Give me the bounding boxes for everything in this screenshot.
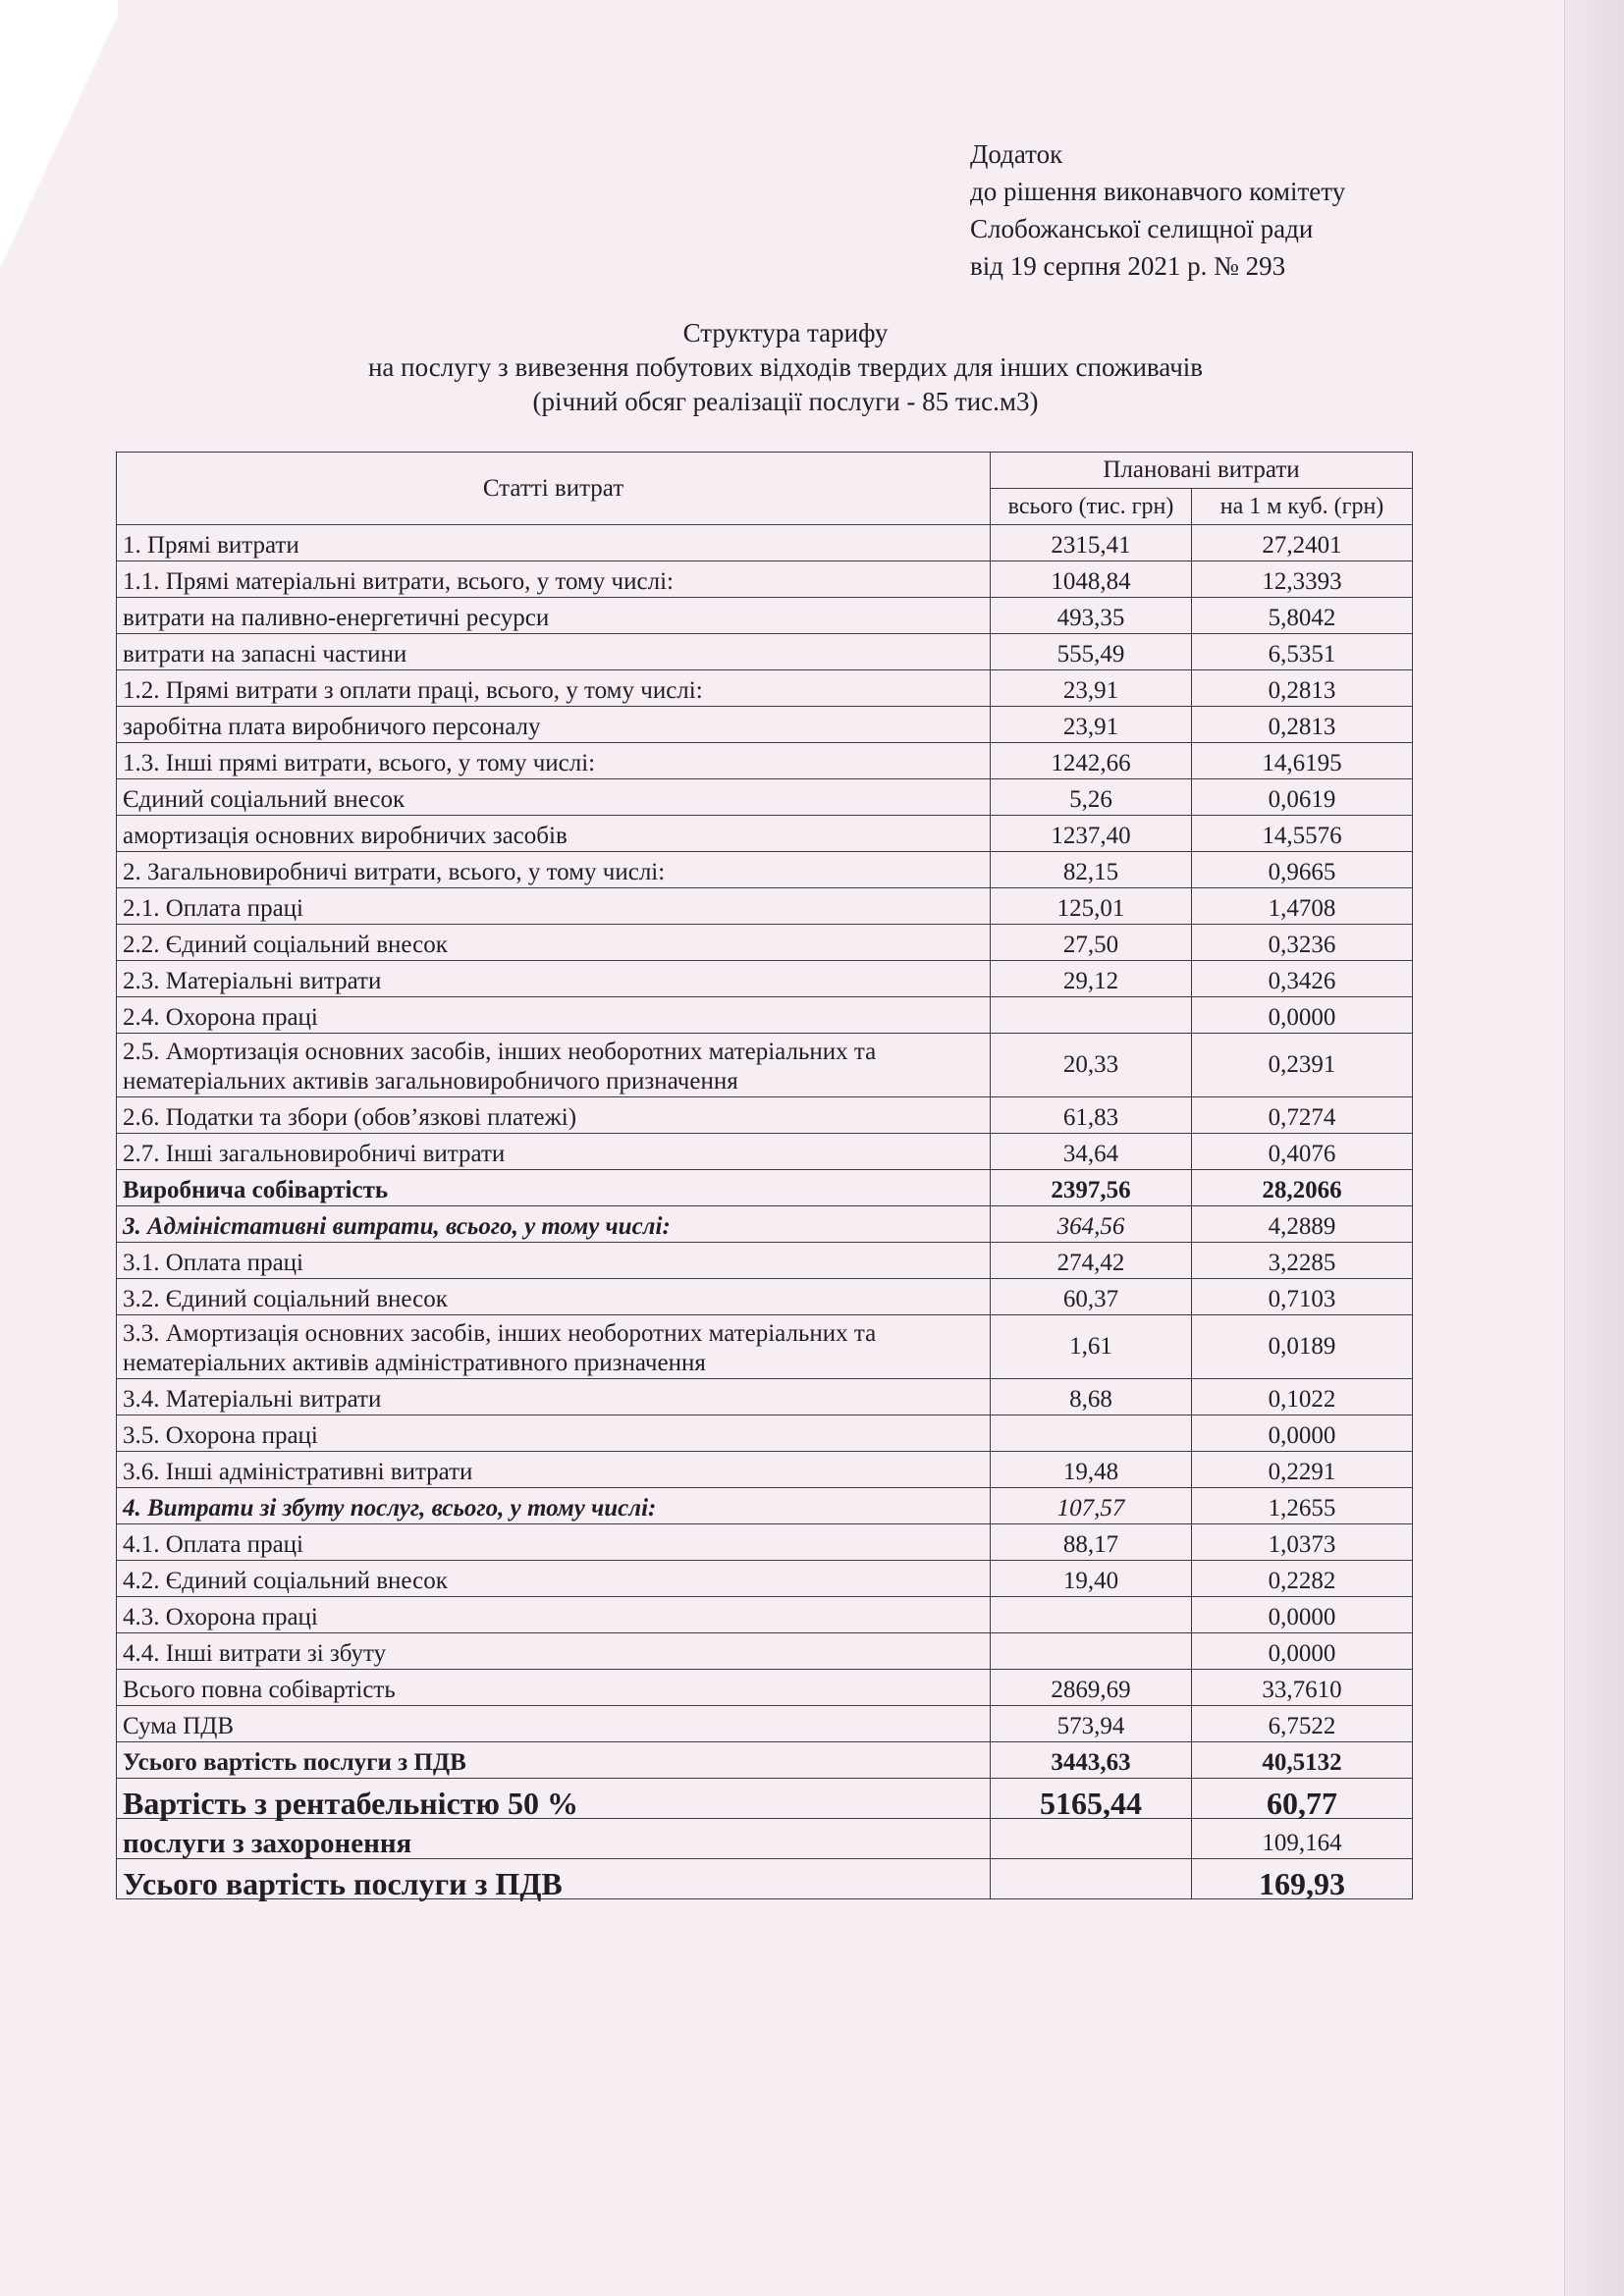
table-row	[117, 598, 1413, 634]
table-row	[117, 779, 1413, 816]
header-cost-items: Статті витрат	[117, 453, 991, 525]
scan-edge	[0, 0, 118, 324]
row-label: 2.2. Єдиний соціальний внесок	[117, 925, 991, 961]
document-title	[0, 316, 1571, 419]
table-row	[117, 707, 1413, 743]
table-row	[117, 1670, 1413, 1706]
row-per-m3: 0,0619	[1192, 779, 1413, 816]
row-per-m3: 0,0000	[1192, 1415, 1413, 1452]
row-label: амортизація основних виробничих засобів	[117, 816, 991, 852]
row-total: 88,17	[991, 1524, 1192, 1561]
row-total: 5,26	[991, 779, 1192, 816]
row-total: 555,49	[991, 634, 1192, 670]
row-per-m3: 1,2655	[1192, 1488, 1413, 1524]
table-row	[117, 997, 1413, 1034]
tariff-structure-table	[116, 452, 1413, 1899]
row-label: Вартість з рентабельністю 50 %	[117, 1779, 991, 1819]
row-total: 23,91	[991, 670, 1192, 707]
row-per-m3: 0,0000	[1192, 1597, 1413, 1633]
row-per-m3: 0,7274	[1192, 1097, 1413, 1134]
row-total: 23,91	[991, 707, 1192, 743]
table-row	[117, 1097, 1413, 1134]
row-per-m3: 0,2813	[1192, 670, 1413, 707]
row-total: 107,57	[991, 1488, 1192, 1524]
row-total: 274,42	[991, 1243, 1192, 1279]
row-per-m3: 0,9665	[1192, 852, 1413, 888]
row-total: 60,37	[991, 1279, 1192, 1315]
table-row	[117, 525, 1413, 561]
row-per-m3: 60,77	[1192, 1779, 1413, 1819]
row-total: 493,35	[991, 598, 1192, 634]
table-row	[117, 1134, 1413, 1170]
row-per-m3: 33,7610	[1192, 1670, 1413, 1706]
row-label-line: 3.3. Амортизація основних засобів, інших необоротних матеріальних та	[123, 1320, 877, 1347]
row-label-line: нематеріальних активів адміністративного призначення	[123, 1350, 706, 1376]
row-label: 2. Загальновиробничі витрати, всього, у тому числі:	[117, 852, 991, 888]
row-label: 4. Витрати зі збуту послуг, всього, у тому числі:	[117, 1488, 991, 1524]
row-per-m3: 0,2391	[1192, 1034, 1413, 1097]
row-label: 1.3. Інші прямі витрати, всього, у тому числі:	[117, 743, 991, 779]
table-row	[117, 852, 1413, 888]
table-row	[117, 816, 1413, 852]
row-total: 19,48	[991, 1452, 1192, 1488]
row-label: 1. Прямі витрати	[117, 525, 991, 561]
row-total	[991, 1859, 1192, 1899]
row-total: 8,68	[991, 1379, 1192, 1415]
row-label: 4.4. Інші витрати зі збуту	[117, 1633, 991, 1670]
row-label-line: 2.5. Амортизація основних засобів, інших необоротних матеріальних та	[123, 1039, 877, 1065]
row-label: витрати на паливно-енергетичні ресурси	[117, 598, 991, 634]
table-row	[117, 1524, 1413, 1561]
row-total: 1237,40	[991, 816, 1192, 852]
row-total: 2397,56	[991, 1170, 1192, 1206]
row-per-m3: 6,5351	[1192, 634, 1413, 670]
table-row	[117, 1315, 1413, 1379]
row-label	[117, 1315, 991, 1379]
row-per-m3: 0,0189	[1192, 1315, 1413, 1379]
table-row	[117, 1597, 1413, 1633]
row-total	[991, 997, 1192, 1034]
row-label: 2.4. Охорона праці	[117, 997, 991, 1034]
table-row	[117, 1379, 1413, 1415]
row-total	[991, 1597, 1192, 1633]
title-line: на послугу з вивезення побутових відходів твердих для інших споживачів	[367, 352, 1204, 382]
row-label: 3.6. Інші адміністративні витрати	[117, 1452, 991, 1488]
title-line: (річний обсяг реалізації послуги - 85 тис.м3)	[532, 387, 1039, 416]
row-label: 2.6. Податки та збори (обов’язкові платежі)	[117, 1097, 991, 1134]
row-per-m3: 40,5132	[1192, 1742, 1413, 1779]
row-per-m3: 28,2066	[1192, 1170, 1413, 1206]
row-per-m3: 27,2401	[1192, 525, 1413, 561]
table-row	[117, 743, 1413, 779]
row-total: 125,01	[991, 888, 1192, 925]
row-label: 4.1. Оплата праці	[117, 1524, 991, 1561]
header-total: всього (тис. грн)	[991, 489, 1192, 525]
row-label: Усього вартість послуги з ПДВ	[117, 1742, 991, 1779]
row-label-line: нематеріальних активів загальновиробничого призначення	[123, 1068, 738, 1095]
table-row	[117, 1819, 1413, 1859]
row-total	[991, 1819, 1192, 1859]
row-per-m3: 0,2813	[1192, 707, 1413, 743]
row-total: 2869,69	[991, 1670, 1192, 1706]
row-label: Усього вартість послуги з ПДВ	[117, 1859, 991, 1899]
row-total: 29,12	[991, 961, 1192, 997]
row-per-m3: 1,0373	[1192, 1524, 1413, 1561]
row-total: 3443,63	[991, 1742, 1192, 1779]
row-per-m3: 169,93	[1192, 1859, 1413, 1899]
table-row	[117, 1633, 1413, 1670]
annex-line: до рішення виконавчого комітету	[970, 177, 1346, 206]
row-per-m3: 14,5576	[1192, 816, 1413, 852]
row-label: 4.2. Єдиний соціальний внесок	[117, 1561, 991, 1597]
title-line: Структура тарифу	[682, 318, 889, 347]
table-row	[117, 925, 1413, 961]
header-per-m3: на 1 м куб. (грн)	[1192, 489, 1413, 525]
row-label: 3.1. Оплата праці	[117, 1243, 991, 1279]
row-per-m3: 0,2291	[1192, 1452, 1413, 1488]
annex-block	[970, 135, 1345, 285]
row-per-m3: 14,6195	[1192, 743, 1413, 779]
row-label: Всього повна собівартість	[117, 1670, 991, 1706]
row-per-m3: 0,0000	[1192, 1633, 1413, 1670]
row-label: 2.3. Матеріальні витрати	[117, 961, 991, 997]
row-per-m3: 4,2889	[1192, 1206, 1413, 1243]
row-label: 3.5. Охорона праці	[117, 1415, 991, 1452]
annex-line: від 19 серпня 2021 р. № 293	[970, 251, 1286, 281]
scan-edge-right	[1564, 0, 1624, 2296]
table-row	[117, 670, 1413, 707]
row-label: Виробнича собівартість	[117, 1170, 991, 1206]
row-total: 1,61	[991, 1315, 1192, 1379]
annex-line: Слобожанської селищної ради	[970, 214, 1314, 243]
row-label: 2.7. Інші загальновиробничі витрати	[117, 1134, 991, 1170]
row-total	[991, 1415, 1192, 1452]
row-total	[991, 1633, 1192, 1670]
row-per-m3: 0,4076	[1192, 1134, 1413, 1170]
table-row	[117, 1452, 1413, 1488]
table-row	[117, 1488, 1413, 1524]
table-row	[117, 1859, 1413, 1899]
row-label: 4.3. Охорона праці	[117, 1597, 991, 1633]
row-per-m3: 12,3393	[1192, 561, 1413, 598]
row-total: 27,50	[991, 925, 1192, 961]
row-label: витрати на запасні частини	[117, 634, 991, 670]
table-row	[117, 1779, 1413, 1819]
row-per-m3: 0,7103	[1192, 1279, 1413, 1315]
row-label: 3.4. Матеріальні витрати	[117, 1379, 991, 1415]
row-total: 2315,41	[991, 525, 1192, 561]
table-row	[117, 1034, 1413, 1097]
table-row	[117, 1206, 1413, 1243]
row-label: заробітна плата виробничого персоналу	[117, 707, 991, 743]
table-row	[117, 561, 1413, 598]
row-total: 573,94	[991, 1706, 1192, 1742]
row-label: 3.2. Єдиний соціальний внесок	[117, 1279, 991, 1315]
row-per-m3: 0,3236	[1192, 925, 1413, 961]
table-row	[117, 1742, 1413, 1779]
row-per-m3: 0,0000	[1192, 997, 1413, 1034]
row-per-m3: 0,1022	[1192, 1379, 1413, 1415]
row-per-m3: 0,3426	[1192, 961, 1413, 997]
annex-line: Додаток	[970, 139, 1063, 169]
row-total: 364,56	[991, 1206, 1192, 1243]
row-label: Єдиний соціальний внесок	[117, 779, 991, 816]
table-row	[117, 1279, 1413, 1315]
row-label: послуги з захоронення	[117, 1819, 991, 1859]
row-label: 2.1. Оплата праці	[117, 888, 991, 925]
row-total: 61,83	[991, 1097, 1192, 1134]
row-label: 1.1. Прямі матеріальні витрати, всього, у тому числі:	[117, 561, 991, 598]
row-label: 1.2. Прямі витрати з оплати праці, всього, у тому числі:	[117, 670, 991, 707]
table-row	[117, 888, 1413, 925]
row-total: 5165,44	[991, 1779, 1192, 1819]
row-total: 19,40	[991, 1561, 1192, 1597]
row-per-m3: 109,164	[1192, 1819, 1413, 1859]
row-per-m3: 1,4708	[1192, 888, 1413, 925]
table-row	[117, 1561, 1413, 1597]
row-total: 1242,66	[991, 743, 1192, 779]
table-row	[117, 1415, 1413, 1452]
row-label	[117, 1034, 991, 1097]
row-total: 82,15	[991, 852, 1192, 888]
row-per-m3: 6,7522	[1192, 1706, 1413, 1742]
table-row	[117, 1170, 1413, 1206]
row-label: Сума ПДВ	[117, 1706, 991, 1742]
header-planned-costs: Плановані витрати	[991, 453, 1413, 489]
row-total: 20,33	[991, 1034, 1192, 1097]
table-row	[117, 1706, 1413, 1742]
table-row	[117, 634, 1413, 670]
row-label: 3. Адміністативні витрати, всього, у тому числі:	[117, 1206, 991, 1243]
row-total: 1048,84	[991, 561, 1192, 598]
row-total: 34,64	[991, 1134, 1192, 1170]
row-per-m3: 0,2282	[1192, 1561, 1413, 1597]
table-row	[117, 961, 1413, 997]
table-row	[117, 1243, 1413, 1279]
row-per-m3: 3,2285	[1192, 1243, 1413, 1279]
row-per-m3: 5,8042	[1192, 598, 1413, 634]
